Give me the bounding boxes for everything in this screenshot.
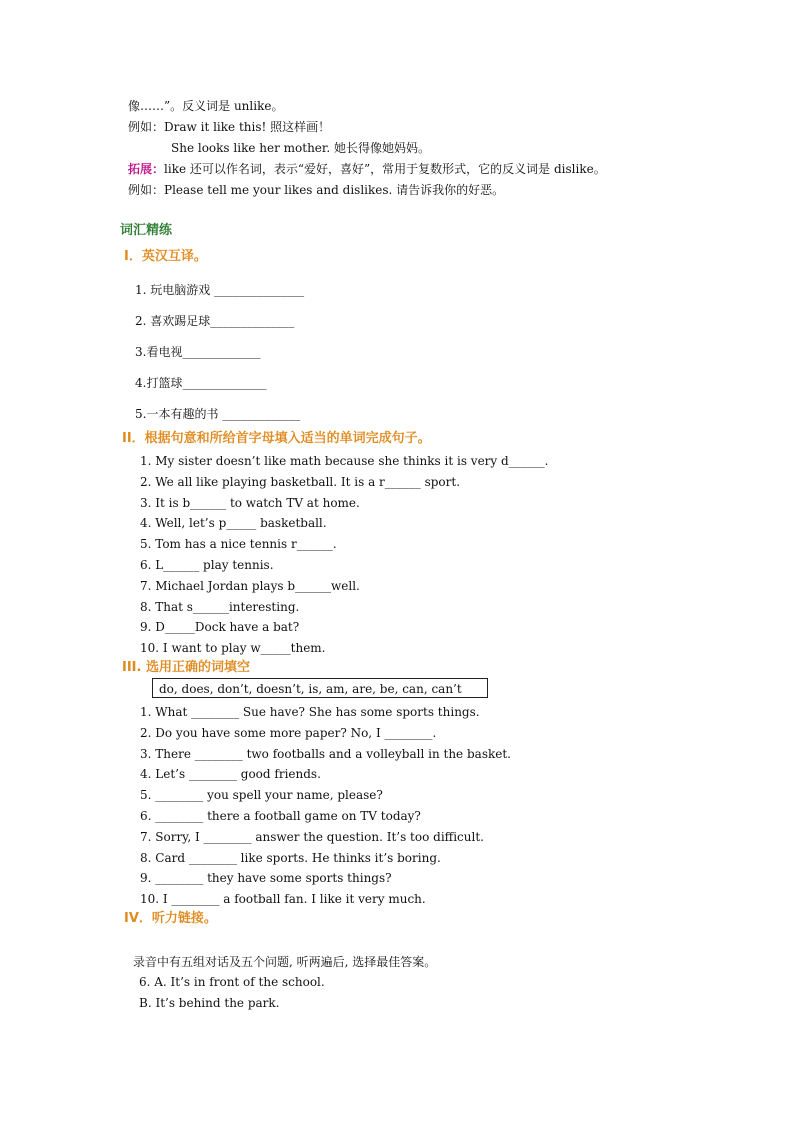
example-line: [128, 119, 330, 135]
exercise-item: 4.打篮球______________: [135, 376, 267, 390]
exercise-item: 1. My sister doesn’t like math because she thinks it is very d______.: [140, 454, 549, 468]
extension-line: [128, 161, 606, 177]
exercise-item: 3. It is b______ to watch TV at home.: [140, 496, 360, 510]
exercise-item: 6. L______ play tennis.: [140, 558, 274, 572]
exercise-item: 2. 喜欢踢足球______________: [135, 314, 295, 328]
exercise-item: 2. Do you have some more paper? No, I ________.: [140, 726, 437, 740]
exercise-item: 10. I ________ a football fan. I like it very much.: [140, 892, 426, 906]
exercise-item: 10. I want to play w_____them.: [140, 641, 326, 655]
section-3-title: III. 选用正确的词填空: [122, 660, 250, 675]
word-bank-text: do, does, don’t, doesn’t, is, am, are, be, can, can’t: [159, 682, 462, 696]
section-1-title: I．英汉互译。: [124, 249, 207, 264]
example-text: Draw it like this! 照这样画！: [164, 120, 331, 134]
exercise-item: 3.看电视_____________: [135, 345, 261, 359]
word-bank-box: [152, 678, 488, 698]
exercise-item: 8. That s______interesting.: [140, 600, 300, 614]
vocab-section-title: 词汇精练: [120, 223, 173, 238]
extension-text: like 还可以作名词，表示“爱好，喜好”，常用于复数形式，它的反义词是 dislike。: [164, 162, 606, 176]
example-label: 例如：: [128, 183, 165, 197]
exercise-item: 6. A. It’s in front of the school.: [139, 975, 325, 989]
exercise-item: 1. 玩电脑游戏 _______________: [135, 283, 305, 297]
exercise-item: 8. Card ________ like sports. He thinks it’s boring.: [140, 851, 441, 865]
example-line: She looks like her mother. 她长得像她妈妈。: [171, 141, 430, 155]
section-4-title: IV．听力链接。: [124, 911, 217, 926]
listening-instruction: 录音中有五组对话及五个问题, 听两遍后, 选择最佳答案。: [133, 955, 437, 969]
exercise-item: 9. D_____Dock have a bat?: [140, 620, 300, 634]
exercise-item: 1. What ________ Sue have? She has some sports things.: [140, 705, 480, 719]
exercise-item: 7. Sorry, I ________ answer the question. It’s too difficult.: [140, 830, 484, 844]
exercise-item: 6. ________ there a football game on TV today?: [140, 809, 421, 823]
exercise-item: 4. Let’s ________ good friends.: [140, 767, 321, 781]
extension-label: 拓展：: [128, 162, 165, 176]
exercise-item: 5.一本有趣的书 _____________: [135, 407, 301, 421]
exercise-item: 7. Michael Jordan plays b______well.: [140, 579, 360, 593]
example-text: Please tell me your likes and dislikes. 请告诉我你的好恶。: [164, 183, 505, 197]
exercise-item: 2. We all like playing basketball. It is a r______ sport.: [140, 475, 461, 489]
exercise-item: 5. Tom has a nice tennis r______.: [140, 537, 337, 551]
exercise-item: B. It’s behind the park.: [139, 996, 280, 1010]
exercise-item: 4. Well, let’s p_____ basketball.: [140, 516, 327, 530]
intro-line: 像……”。反义词是 unlike。: [128, 99, 284, 113]
section-2-title: II．根据句意和所给首字母填入适当的单词完成句子。: [122, 431, 431, 446]
exercise-item: 5. ________ you spell your name, please?: [140, 788, 383, 802]
example-label: 例如：: [128, 120, 165, 134]
exercise-item: 3. There ________ two footballs and a volleyball in the basket.: [140, 747, 511, 761]
example-line: [128, 182, 504, 198]
exercise-item: 9. ________ they have some sports things?: [140, 871, 392, 885]
